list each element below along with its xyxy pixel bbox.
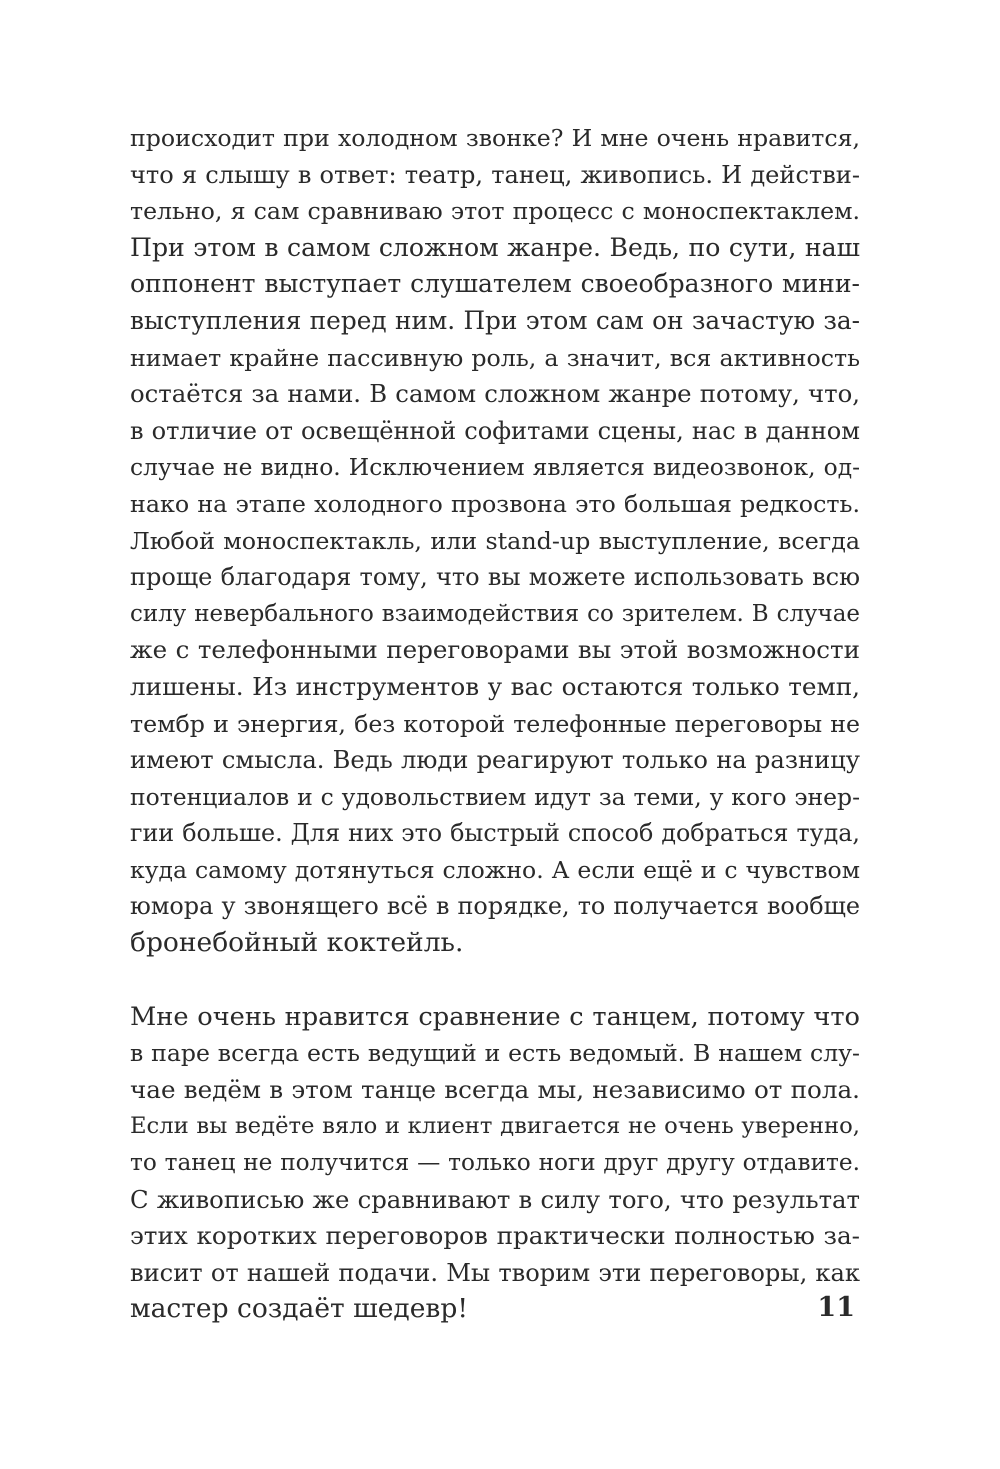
text-line: чае ведём в этом танце всегда мы, независимо от пола.	[130, 1074, 860, 1104]
body-text	[130, 120, 860, 1328]
text-line: силу невербального взаимодействия со зрителем. В случае	[130, 600, 860, 627]
text-line: этих коротких переговоров практически полностью за-	[130, 1221, 860, 1251]
text-line: тембр и энергия, без которой телефонные переговоры не	[130, 709, 860, 738]
text-line: происходит при холодном звонке? И мне очень нравится,	[130, 124, 860, 152]
text-line: проще благодаря тому, что вы можете использовать всю	[130, 563, 860, 592]
text-line: выступления перед ним. При этом сам он зачастую за-	[130, 305, 860, 335]
text-line: С живописью же сравнивают в силу того, что результат	[130, 1184, 860, 1214]
text-line: имеют смысла. Ведь люди реагируют только на разницу	[130, 746, 860, 775]
text-line: оппонент выступает слушателем своеобразного мини-	[130, 269, 860, 299]
text-line: тельно, я сам сравниваю этот процесс с моноспектаклем.	[130, 197, 860, 226]
text-line: куда самому дотянуться сложно. А если ещё и с чувством	[130, 855, 860, 884]
text-line: что я слышу в ответ: театр, танец, живопись. И действи-	[130, 160, 860, 189]
text-line: лишены. Из инструментов у вас остаются только темп,	[130, 671, 860, 701]
text-line: бронебойный коктейль.	[130, 927, 464, 959]
text-line: в отличие от освещённой софитами сцены, нас в данном	[130, 416, 860, 445]
page-number: 11	[817, 1292, 855, 1323]
paragraph-1	[130, 120, 860, 962]
text-line: Если вы ведёте вяло и клиент двигается не очень уверенно,	[130, 1113, 860, 1140]
text-line: юмора у звонящего всё в порядке, то получается вообще	[130, 892, 860, 921]
text-line: висит от нашей подачи. Мы творим эти переговоры, как	[130, 1258, 860, 1287]
text-line: нако на этапе холодного прозвона это большая редкость.	[130, 489, 860, 518]
text-line: гии больше. Для них это быстрый способ добраться туда,	[130, 819, 860, 848]
text-line: При этом в самом сложном жанре. Ведь, по сути, наш	[130, 232, 860, 262]
text-line: мастер создаёт шедевр!	[130, 1293, 468, 1325]
text-line: Мне очень нравится сравнение с танцем, потому что	[130, 1001, 860, 1032]
text-line: случае не видно. Исключением является видеозвонок, од-	[130, 453, 860, 482]
text-line: остаётся за нами. В самом сложном жанре потому, что,	[130, 379, 860, 409]
text-line: Любой моноспектакль, или stand-up выступление, всегда	[130, 526, 860, 555]
text-line: в паре всегда есть ведущий и есть ведомый. В нашем слу-	[130, 1039, 860, 1068]
text-line: же с телефонными переговорами вы этой возможности	[130, 635, 860, 665]
text-line: то танец не получится — только ноги друг другу отдавите.	[130, 1149, 860, 1177]
paragraph-2	[130, 999, 860, 1328]
text-line: потенциалов и с удовольствием идут за теми, у кого энер-	[130, 782, 860, 811]
text-line: нимает крайне пассивную роль, а значит, вся активность	[130, 343, 860, 372]
